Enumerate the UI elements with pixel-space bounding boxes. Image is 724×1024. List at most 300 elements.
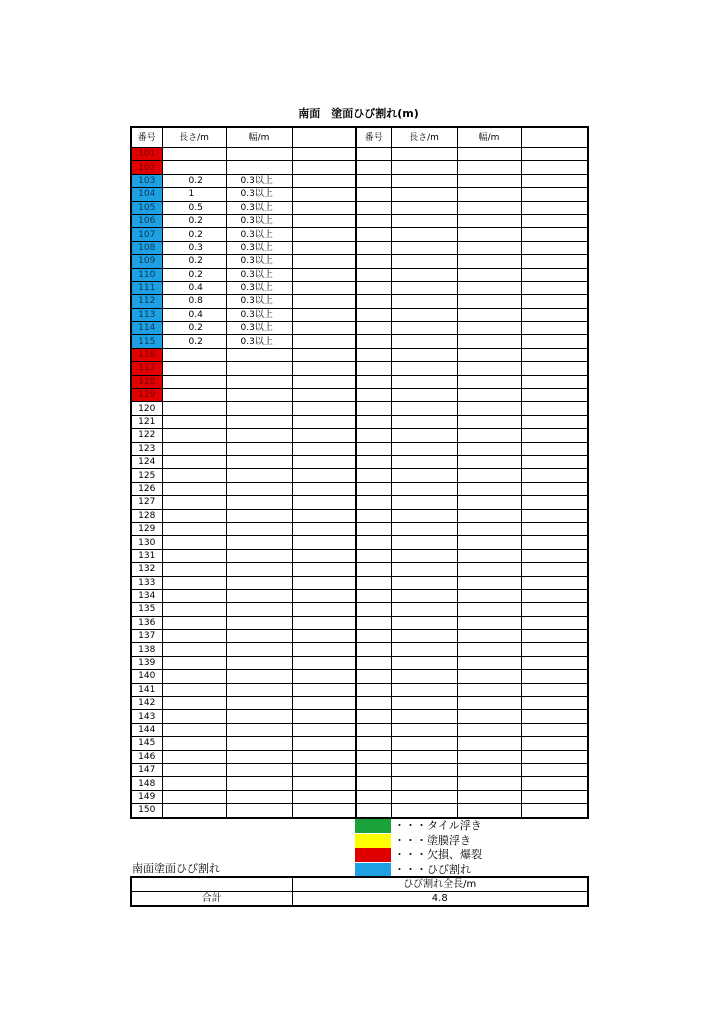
length-cell — [162, 201, 226, 214]
empty-cell — [391, 148, 457, 161]
length-cell — [162, 522, 226, 535]
empty-cell — [457, 469, 521, 482]
empty-cell — [521, 710, 588, 723]
empty-cell — [457, 429, 521, 442]
row-number: 135 — [131, 603, 162, 616]
empty-cell — [391, 589, 457, 602]
row-number: 104 — [131, 188, 162, 201]
table-row — [131, 268, 588, 281]
empty-cell — [292, 790, 356, 803]
legend-item — [355, 819, 575, 833]
row-number: 142 — [131, 697, 162, 710]
empty-cell — [457, 201, 521, 214]
width-cell — [226, 335, 292, 348]
length-cell — [162, 455, 226, 468]
empty-cell — [292, 214, 356, 227]
empty-cell — [292, 763, 356, 776]
width-value: 0.3以上 — [240, 269, 273, 280]
row-number: 143 — [131, 710, 162, 723]
width-cell — [226, 255, 292, 268]
row-number: 149 — [131, 790, 162, 803]
summary-caption: 南面塗面ひび割れ — [132, 862, 220, 875]
width-cell — [226, 455, 292, 468]
table-row — [131, 630, 588, 643]
width-cell — [226, 442, 292, 455]
width-cell — [226, 201, 292, 214]
empty-cell — [391, 616, 457, 629]
table-row — [131, 737, 588, 750]
empty-cell — [356, 295, 391, 308]
width-value: 0.3以上 — [240, 309, 273, 320]
row-number: 131 — [131, 549, 162, 562]
table-row — [131, 683, 588, 696]
empty-cell — [356, 402, 391, 415]
width-cell — [226, 616, 292, 629]
header-cell: 番号 — [356, 127, 391, 148]
length-cell — [162, 670, 226, 683]
empty-cell — [356, 763, 391, 776]
empty-cell — [521, 549, 588, 562]
empty-cell — [292, 375, 356, 388]
empty-cell — [457, 723, 521, 736]
table-row — [131, 750, 588, 763]
empty-cell — [457, 268, 521, 281]
empty-cell — [356, 335, 391, 348]
row-number: 136 — [131, 616, 162, 629]
table-row — [131, 777, 588, 790]
table-row — [131, 228, 588, 241]
length-cell — [162, 375, 226, 388]
row-number: 133 — [131, 576, 162, 589]
empty-cell — [292, 656, 356, 669]
width-value: 0.3以上 — [240, 216, 273, 227]
row-number: 101 — [131, 148, 162, 161]
row-number: 120 — [131, 402, 162, 415]
empty-cell — [521, 563, 588, 576]
empty-cell — [457, 188, 521, 201]
empty-cell — [521, 683, 588, 696]
empty-cell — [356, 549, 391, 562]
empty-cell — [457, 375, 521, 388]
empty-cell — [521, 148, 588, 161]
width-cell — [226, 630, 292, 643]
width-cell — [226, 563, 292, 576]
empty-cell — [292, 670, 356, 683]
row-number: 140 — [131, 670, 162, 683]
empty-cell — [521, 335, 588, 348]
empty-cell — [356, 576, 391, 589]
length-cell — [162, 643, 226, 656]
empty-cell — [391, 603, 457, 616]
table-row — [131, 389, 588, 402]
width-cell — [226, 777, 292, 790]
empty-cell — [292, 455, 356, 468]
width-value: 0.3以上 — [240, 283, 273, 294]
empty-cell — [391, 362, 457, 375]
empty-cell — [521, 576, 588, 589]
empty-cell — [391, 549, 457, 562]
empty-cell — [292, 362, 356, 375]
width-cell — [226, 429, 292, 442]
empty-cell — [356, 750, 391, 763]
empty-cell — [356, 228, 391, 241]
row-number: 128 — [131, 509, 162, 522]
row-number: 123 — [131, 442, 162, 455]
width-value: 0.3以上 — [240, 189, 273, 200]
empty-cell — [356, 656, 391, 669]
empty-cell — [391, 281, 457, 294]
row-number: 150 — [131, 804, 162, 818]
table-row — [131, 201, 588, 214]
table-row — [131, 804, 588, 818]
empty-cell — [356, 630, 391, 643]
legend-label: ・・・タイル浮き — [394, 819, 482, 832]
empty-cell — [457, 362, 521, 375]
length-cell — [162, 576, 226, 589]
row-number: 118 — [131, 375, 162, 388]
length-cell — [162, 804, 226, 818]
empty-cell — [521, 322, 588, 335]
empty-cell — [457, 670, 521, 683]
empty-cell — [292, 241, 356, 254]
empty-cell — [457, 710, 521, 723]
width-value: 0.3以上 — [240, 175, 273, 186]
table-row — [131, 148, 588, 161]
width-cell — [226, 281, 292, 294]
width-cell — [226, 415, 292, 428]
length-value: 1 — [188, 189, 195, 200]
table-row — [131, 723, 588, 736]
empty-cell — [391, 255, 457, 268]
table-row — [131, 616, 588, 629]
length-cell — [162, 469, 226, 482]
empty-cell — [356, 723, 391, 736]
row-number: 105 — [131, 201, 162, 214]
row-number: 137 — [131, 630, 162, 643]
table-row — [131, 295, 588, 308]
length-value: 0.8 — [188, 296, 203, 307]
empty-cell — [356, 737, 391, 750]
empty-cell — [356, 188, 391, 201]
width-cell — [226, 710, 292, 723]
empty-cell — [292, 228, 356, 241]
length-cell — [162, 697, 226, 710]
width-cell — [226, 482, 292, 495]
width-value: 0.3以上 — [240, 336, 273, 347]
empty-cell — [391, 536, 457, 549]
row-number: 114 — [131, 322, 162, 335]
empty-cell — [356, 522, 391, 535]
empty-cell — [292, 697, 356, 710]
summary-header: ひび割れ全長/m — [292, 877, 588, 892]
empty-cell — [292, 161, 356, 174]
empty-cell — [457, 161, 521, 174]
table-row — [131, 576, 588, 589]
empty-cell — [457, 241, 521, 254]
length-cell — [162, 790, 226, 803]
empty-cell — [292, 268, 356, 281]
empty-cell — [391, 737, 457, 750]
empty-cell — [292, 563, 356, 576]
length-value: 0.2 — [188, 229, 203, 240]
row-number: 138 — [131, 643, 162, 656]
empty-cell — [292, 442, 356, 455]
empty-cell — [391, 214, 457, 227]
width-cell — [226, 161, 292, 174]
length-cell — [162, 214, 226, 227]
empty-cell — [391, 522, 457, 535]
width-value: 0.3以上 — [240, 202, 273, 213]
empty-cell — [356, 697, 391, 710]
width-cell — [226, 188, 292, 201]
empty-cell — [457, 522, 521, 535]
table-row — [131, 188, 588, 201]
empty-cell — [356, 268, 391, 281]
length-cell — [162, 683, 226, 696]
empty-cell — [457, 496, 521, 509]
empty-cell — [356, 496, 391, 509]
empty-cell — [356, 375, 391, 388]
table-row — [131, 536, 588, 549]
empty-cell — [356, 281, 391, 294]
row-number: 146 — [131, 750, 162, 763]
empty-cell — [356, 362, 391, 375]
width-cell — [226, 375, 292, 388]
empty-cell — [391, 469, 457, 482]
empty-cell — [356, 201, 391, 214]
empty-cell — [356, 710, 391, 723]
empty-cell — [356, 214, 391, 227]
empty-cell — [521, 255, 588, 268]
header-cell: 長さ/m — [391, 127, 457, 148]
summary-total-label: 合計 — [131, 892, 292, 907]
empty-cell — [292, 348, 356, 361]
empty-cell — [292, 482, 356, 495]
table-row — [131, 415, 588, 428]
row-number: 147 — [131, 763, 162, 776]
empty-cell — [457, 683, 521, 696]
empty-cell — [521, 348, 588, 361]
length-cell — [162, 536, 226, 549]
empty-cell — [356, 429, 391, 442]
row-number: 124 — [131, 455, 162, 468]
empty-cell — [457, 308, 521, 321]
width-cell — [226, 362, 292, 375]
table-row — [131, 161, 588, 174]
empty-cell — [391, 308, 457, 321]
width-cell — [226, 643, 292, 656]
empty-cell — [457, 402, 521, 415]
length-value: 0.2 — [188, 216, 203, 227]
empty-cell — [521, 268, 588, 281]
row-number: 112 — [131, 295, 162, 308]
empty-cell — [356, 148, 391, 161]
empty-cell — [356, 442, 391, 455]
width-cell — [226, 509, 292, 522]
empty-cell — [292, 496, 356, 509]
table-row — [131, 670, 588, 683]
length-cell — [162, 563, 226, 576]
table-row — [131, 697, 588, 710]
empty-cell — [292, 603, 356, 616]
row-number: 134 — [131, 589, 162, 602]
empty-cell — [521, 536, 588, 549]
empty-cell — [356, 255, 391, 268]
width-cell — [226, 656, 292, 669]
empty-cell — [391, 790, 457, 803]
table-row — [131, 643, 588, 656]
width-cell — [226, 148, 292, 161]
header-cell — [521, 127, 588, 148]
width-cell — [226, 737, 292, 750]
empty-cell — [356, 482, 391, 495]
empty-cell — [457, 335, 521, 348]
empty-cell — [292, 188, 356, 201]
row-number: 144 — [131, 723, 162, 736]
empty-cell — [391, 188, 457, 201]
length-cell — [162, 603, 226, 616]
row-number: 121 — [131, 415, 162, 428]
empty-cell — [292, 509, 356, 522]
empty-cell — [457, 389, 521, 402]
table-row — [131, 603, 588, 616]
empty-cell — [391, 228, 457, 241]
row-number: 126 — [131, 482, 162, 495]
empty-cell — [521, 241, 588, 254]
empty-cell — [391, 482, 457, 495]
empty-cell — [521, 777, 588, 790]
width-cell — [226, 576, 292, 589]
empty-cell — [457, 563, 521, 576]
empty-cell — [457, 322, 521, 335]
row-number: 148 — [131, 777, 162, 790]
length-cell — [162, 281, 226, 294]
empty-cell — [292, 415, 356, 428]
table-row — [131, 589, 588, 602]
empty-cell — [521, 723, 588, 736]
row-number: 110 — [131, 268, 162, 281]
width-cell — [226, 549, 292, 562]
empty-cell — [391, 335, 457, 348]
width-cell — [226, 214, 292, 227]
empty-cell — [391, 576, 457, 589]
row-number: 106 — [131, 214, 162, 227]
table-row — [131, 563, 588, 576]
empty-cell — [356, 790, 391, 803]
empty-cell — [521, 589, 588, 602]
legend-swatch — [355, 863, 391, 877]
table-row — [131, 375, 588, 388]
width-cell — [226, 496, 292, 509]
empty-cell — [457, 643, 521, 656]
empty-cell — [292, 201, 356, 214]
length-value: 0.4 — [188, 283, 203, 294]
empty-cell — [292, 710, 356, 723]
length-cell — [162, 268, 226, 281]
empty-cell — [457, 750, 521, 763]
empty-cell — [391, 777, 457, 790]
empty-cell — [457, 763, 521, 776]
length-value: 0.2 — [188, 256, 203, 267]
empty-cell — [521, 616, 588, 629]
empty-cell — [292, 804, 356, 818]
empty-cell — [521, 375, 588, 388]
table-row — [131, 362, 588, 375]
empty-cell — [521, 482, 588, 495]
empty-cell — [292, 723, 356, 736]
empty-cell — [292, 643, 356, 656]
empty-cell — [391, 348, 457, 361]
length-value: 0.2 — [188, 323, 203, 334]
empty-cell — [391, 429, 457, 442]
table-row — [131, 790, 588, 803]
empty-cell — [457, 442, 521, 455]
empty-cell — [521, 308, 588, 321]
row-number: 127 — [131, 496, 162, 509]
empty-cell — [391, 656, 457, 669]
length-cell — [162, 777, 226, 790]
empty-cell — [391, 268, 457, 281]
length-cell — [162, 255, 226, 268]
summary-empty-cell — [131, 877, 292, 892]
empty-cell — [356, 670, 391, 683]
empty-cell — [521, 214, 588, 227]
empty-cell — [356, 509, 391, 522]
empty-cell — [457, 509, 521, 522]
empty-cell — [521, 415, 588, 428]
row-number: 125 — [131, 469, 162, 482]
length-cell — [162, 402, 226, 415]
empty-cell — [457, 603, 521, 616]
length-cell — [162, 389, 226, 402]
width-cell — [226, 683, 292, 696]
empty-cell — [457, 790, 521, 803]
header-cell: 番号 — [131, 127, 162, 148]
empty-cell — [391, 683, 457, 696]
length-cell — [162, 549, 226, 562]
length-cell — [162, 616, 226, 629]
width-cell — [226, 723, 292, 736]
empty-cell — [356, 161, 391, 174]
header-row — [131, 127, 588, 148]
empty-cell — [356, 589, 391, 602]
empty-cell — [521, 670, 588, 683]
table-row — [131, 469, 588, 482]
width-cell — [226, 402, 292, 415]
row-number: 117 — [131, 362, 162, 375]
table-row — [131, 656, 588, 669]
page-title: 南面 塗面ひび割れ(m) — [298, 107, 419, 120]
empty-cell — [457, 415, 521, 428]
empty-cell — [391, 670, 457, 683]
empty-cell — [457, 214, 521, 227]
empty-cell — [457, 656, 521, 669]
row-number: 139 — [131, 656, 162, 669]
length-value: 0.4 — [188, 309, 203, 320]
legend-item — [355, 863, 575, 877]
empty-cell — [391, 375, 457, 388]
empty-cell — [521, 522, 588, 535]
width-cell — [226, 469, 292, 482]
length-cell — [162, 161, 226, 174]
empty-cell — [292, 576, 356, 589]
table-row — [131, 522, 588, 535]
empty-cell — [521, 429, 588, 442]
table-row — [131, 241, 588, 254]
empty-cell — [521, 281, 588, 294]
empty-cell — [457, 281, 521, 294]
length-cell — [162, 630, 226, 643]
